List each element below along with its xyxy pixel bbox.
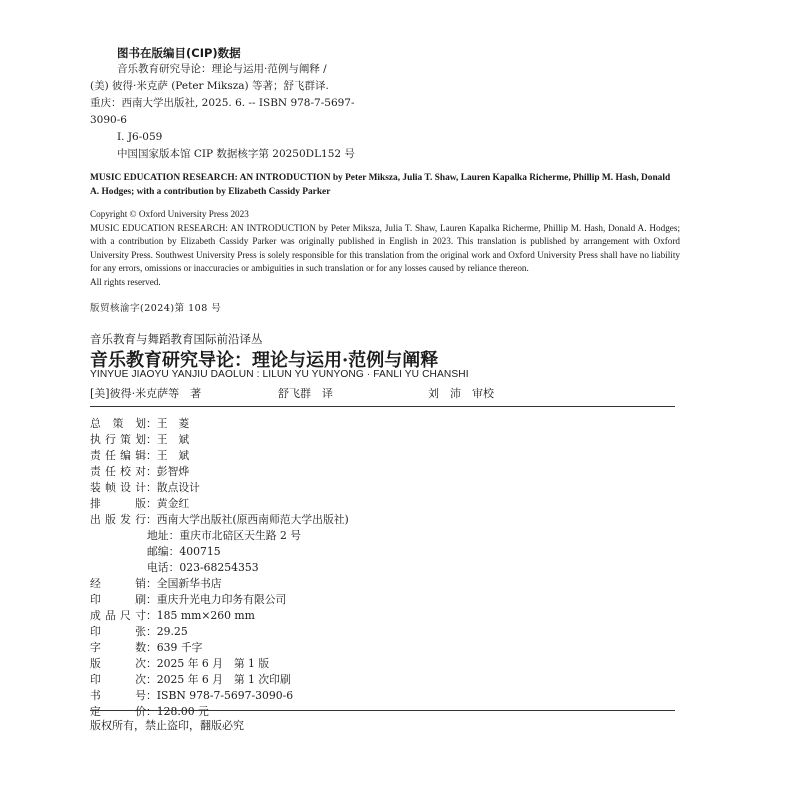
meta-row-exec-planner bbox=[90, 432, 189, 447]
meta-value: ：2025 年 6 月 第 1 次印刷 bbox=[146, 673, 291, 686]
meta-row-sheets bbox=[90, 624, 188, 639]
meta-label: 印张 bbox=[90, 625, 146, 638]
main-title: 音乐教育研究导论：理论与运用·范例与阐释 bbox=[90, 350, 439, 371]
meta-label: 出版发行 bbox=[90, 513, 146, 526]
copyright-body: MUSIC EDUCATION RESEARCH: AN INTRODUCTION by Peter Miksza, Julia T. Shaw, Lauren Kapalka Richerme, Phillip M. Hash, Donald A. Hodges; with a contribution by Elizabeth Cassidy Parker was originally published in English in 2023. This translation is published by arrangement with Oxford University Press. Southwest University Press is solely responsible for this translation from the original work and Oxford University Press shall have no liability for any errors, omissions or inaccuracies or ambiguities in such translation or for any losses caused by reliance thereon. bbox=[90, 222, 680, 274]
meta-row-size bbox=[90, 608, 255, 623]
meta-label: 执行策划 bbox=[90, 433, 146, 446]
byline-reviewer: 刘 沛 审校 bbox=[428, 387, 494, 400]
cip-line-cip-number: 中国国家版本馆 CIP 数据核字第 20250DL152 号 bbox=[117, 148, 355, 160]
copyright-block bbox=[90, 208, 680, 290]
divider-bottom bbox=[90, 710, 675, 711]
meta-label: 排版 bbox=[90, 497, 146, 510]
meta-row-chief-planner bbox=[90, 416, 189, 431]
meta-row-impression bbox=[90, 672, 291, 687]
meta-row-typesetting bbox=[90, 496, 189, 511]
divider-top bbox=[90, 406, 675, 407]
cip-line-publisher: 重庆：西南大学出版社, 2025. 6. -- ISBN 978-7-5697- bbox=[90, 97, 355, 109]
meta-row-edition bbox=[90, 656, 269, 671]
meta-row-design bbox=[90, 480, 200, 495]
all-rights-notice: 版权所有，禁止盗印，翻版必究 bbox=[90, 719, 244, 732]
meta-row-proofreader bbox=[90, 464, 189, 479]
english-title: MUSIC EDUCATION RESEARCH: AN INTRODUCTION by Peter Miksza, Julia T. Shaw, Lauren Kapalka Richerme, Phillip M. Hash, Donald A. Hodges; with a contribution by Elizabeth Cassidy Parker bbox=[90, 173, 671, 197]
pinyin-title: YINYUE JIAOYU YANJIU DAOLUN : LILUN YU YUNYONG · FANLI YU CHANSHI bbox=[90, 369, 469, 380]
copyright-line: Copyright © Oxford University Press 2023 bbox=[90, 209, 249, 219]
meta-value: ：王 菱 bbox=[146, 417, 190, 430]
meta-row-isbn bbox=[90, 688, 293, 703]
meta-label: 装帧设计 bbox=[90, 481, 146, 494]
meta-label: 印次 bbox=[90, 673, 146, 686]
cip-heading: 图书在版编目(CIP)数据 bbox=[117, 46, 241, 60]
publisher-address: 地址：重庆市北碚区天生路 2 号 bbox=[147, 529, 302, 542]
byline-author: [美]彼得·米克萨等 著 bbox=[90, 387, 202, 400]
byline bbox=[90, 385, 680, 401]
meta-row-printer bbox=[90, 592, 286, 607]
meta-label: 成品尺寸 bbox=[90, 609, 146, 622]
meta-value: ：西南大学出版社(原西南师范大学出版社) bbox=[146, 513, 349, 526]
meta-label: 责任校对 bbox=[90, 465, 146, 478]
meta-label: 总策划 bbox=[90, 417, 146, 430]
meta-value: ：185 mm×260 mm bbox=[146, 609, 255, 622]
meta-value: ：彭智烨 bbox=[146, 465, 190, 478]
cip-line-classification: Ⅰ. J6-059 bbox=[117, 131, 163, 143]
meta-label: 经销 bbox=[90, 577, 146, 590]
meta-value: ：29.25 bbox=[146, 625, 188, 638]
meta-value: ：重庆升光电力印务有限公司 bbox=[146, 593, 287, 606]
all-rights-reserved: All rights reserved. bbox=[90, 276, 161, 287]
meta-value: ：ISBN 978-7-5697-3090-6 bbox=[146, 689, 294, 702]
series-name: 音乐教育与舞蹈教育国际前沿译丛 bbox=[90, 332, 263, 346]
meta-value: ：全国新华书店 bbox=[146, 577, 222, 590]
cip-line-isbn-end: 3090-6 bbox=[90, 114, 127, 126]
meta-label: 责任编辑 bbox=[90, 449, 146, 462]
cip-line-title: 音乐教育研究导论：理论与运用·范例与阐释 / bbox=[117, 63, 327, 75]
meta-row-publisher bbox=[90, 512, 349, 527]
meta-value: ：2025 年 6 月 第 1 版 bbox=[146, 657, 270, 670]
meta-value: ：王 斌 bbox=[146, 449, 190, 462]
cip-line-author: (美) 彼得·米克萨 (Peter Miksza) 等著；舒飞群译. bbox=[90, 80, 329, 92]
meta-row-distributor bbox=[90, 576, 222, 591]
meta-row-editor bbox=[90, 448, 189, 463]
meta-label: 定价 bbox=[90, 705, 146, 718]
meta-value: ：散点设计 bbox=[146, 481, 200, 494]
meta-value: ：128.00 元 bbox=[146, 705, 209, 718]
meta-label: 书号 bbox=[90, 689, 146, 702]
meta-value: ：639 千字 bbox=[146, 641, 203, 654]
meta-value: ：黄金红 bbox=[146, 497, 190, 510]
meta-label: 版次 bbox=[90, 657, 146, 670]
publisher-phone: 电话：023-68254353 bbox=[147, 561, 259, 574]
publisher-postcode: 邮编：400715 bbox=[147, 545, 221, 558]
meta-row-word-count bbox=[90, 640, 202, 655]
meta-label: 字数 bbox=[90, 641, 146, 654]
meta-label: 印刷 bbox=[90, 593, 146, 606]
byline-translator: 舒飞群 译 bbox=[278, 387, 333, 400]
rights-registration: 版贸核渝字(2024)第 108 号 bbox=[90, 303, 222, 314]
meta-value: ：王 斌 bbox=[146, 433, 190, 446]
